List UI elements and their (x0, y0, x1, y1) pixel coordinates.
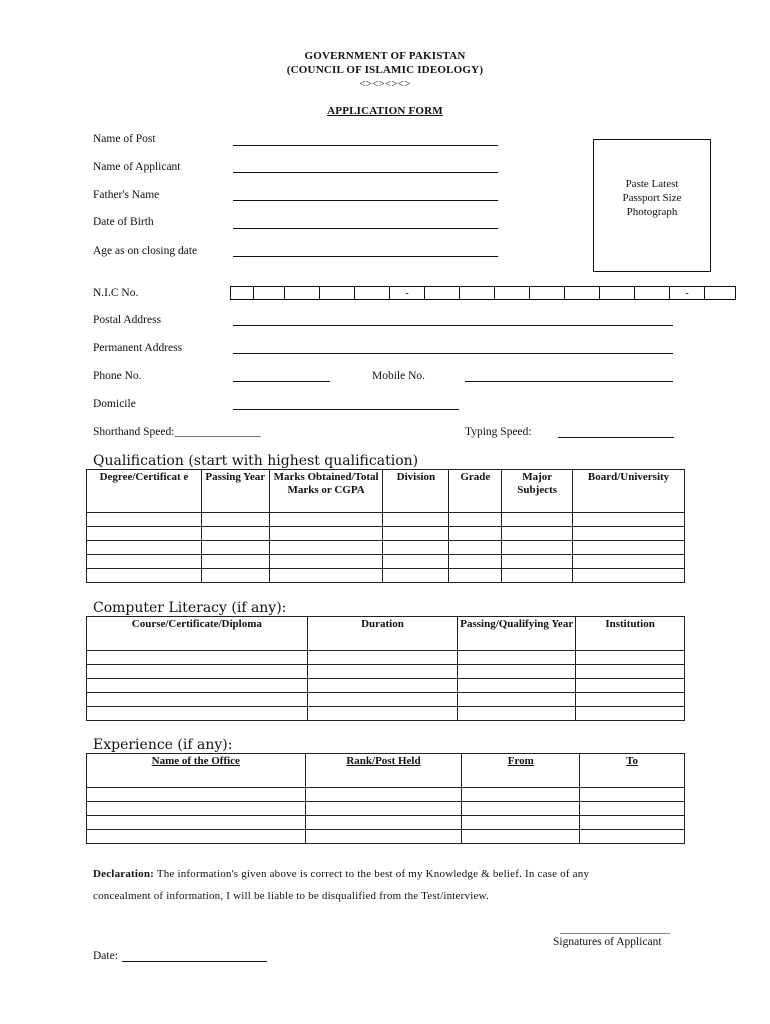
table-row[interactable] (87, 527, 685, 541)
signature-line: ____________________ (560, 923, 670, 935)
col-division: Division (383, 470, 449, 513)
signature-label: Signatures of Applicant (553, 936, 662, 948)
nic-digit-box[interactable] (355, 286, 390, 300)
photo-box (593, 139, 711, 272)
date-label: Date: (93, 950, 118, 962)
label-phone: Phone No. (93, 370, 142, 382)
nic-digit-box[interactable] (460, 286, 495, 300)
input-name-of-applicant[interactable] (233, 172, 498, 173)
table-row[interactable] (87, 651, 685, 665)
col-institution: Institution (576, 617, 685, 651)
computer-literacy-title: Computer Literacy (if any): (93, 600, 287, 616)
col-qualifying-year: Passing/Qualifying Year (458, 617, 576, 651)
input-typing-speed[interactable] (558, 437, 674, 438)
nic-digit-box[interactable] (530, 286, 565, 300)
label-name-of-applicant: Name of Applicant (93, 161, 181, 173)
declaration (93, 863, 683, 907)
qualification-title: Qualification (start with highest qualification) (93, 453, 419, 469)
label-age-closing-date: Age as on closing date (93, 245, 198, 257)
table-row[interactable] (87, 707, 685, 721)
declaration-label: Declaration: (93, 868, 155, 880)
table-row[interactable] (87, 569, 685, 583)
col-from: From (462, 754, 580, 788)
computer-header-row (87, 617, 685, 651)
computer-literacy-table (86, 616, 685, 721)
col-name-of-office: Name of the Office (87, 754, 306, 788)
label-mobile: Mobile No. (372, 370, 426, 382)
col-rank-post: Rank/Post Held (305, 754, 462, 788)
header-ornament: <><><><> (359, 78, 411, 90)
nic-digit-box[interactable] (600, 286, 635, 300)
col-passing-year: Passing Year (201, 470, 269, 513)
input-permanent-address[interactable] (233, 353, 673, 354)
form-title: APPLICATION FORM (327, 105, 443, 117)
header-council: (COUNCIL OF ISLAMIC IDEOLOGY) (286, 64, 484, 76)
nic-digit-box[interactable] (425, 286, 460, 300)
nic-digit-box[interactable] (231, 286, 254, 300)
nic-digit-box[interactable] (254, 286, 285, 300)
input-domicile[interactable] (233, 409, 459, 410)
label-typing-speed: Typing Speed: (465, 426, 532, 438)
table-row[interactable] (87, 788, 685, 802)
label-fathers-name: Father's Name (93, 189, 160, 201)
input-name-of-post[interactable] (233, 145, 498, 146)
input-mobile[interactable] (465, 381, 673, 382)
table-row[interactable] (87, 513, 685, 527)
input-date[interactable] (122, 961, 267, 962)
photo-line-3: Photograph (626, 206, 678, 218)
header-government: GOVERNMENT OF PAKISTAN (304, 50, 466, 62)
nic-dash: - (670, 286, 705, 300)
experience-title: Experience (if any): (93, 737, 233, 753)
label-date-of-birth: Date of Birth (93, 216, 154, 228)
nic-digit-box[interactable] (285, 286, 320, 300)
label-nic: N.I.C No. (93, 287, 139, 299)
qualification-header-row (87, 470, 685, 513)
label-postal-address: Postal Address (93, 314, 162, 326)
table-row[interactable] (87, 830, 685, 844)
experience-header-row (87, 754, 685, 788)
col-to: To (580, 754, 685, 788)
nic-digit-box[interactable] (320, 286, 355, 300)
label-name-of-post: Name of Post (93, 133, 156, 145)
declaration-line-1 (93, 863, 683, 885)
col-grade: Grade (449, 470, 502, 513)
label-permanent-address: Permanent Address (93, 342, 183, 354)
input-phone[interactable] (233, 381, 330, 382)
col-degree: Degree/Certificat e (87, 470, 202, 513)
table-row[interactable] (87, 816, 685, 830)
qualification-table (86, 469, 685, 583)
nic-dash: - (390, 286, 425, 300)
col-major-subjects: Major Subjects (502, 470, 573, 513)
input-postal-address[interactable] (233, 325, 673, 326)
table-row[interactable] (87, 555, 685, 569)
nic-digit-box[interactable] (635, 286, 670, 300)
declaration-text-1: The information's given above is correct to the best of my Knowledge & belief. In case of any (154, 868, 590, 880)
experience-table (86, 753, 685, 844)
input-date-of-birth[interactable] (233, 228, 498, 229)
nic-digit-box[interactable] (495, 286, 530, 300)
label-shorthand-speed: Shorthand Speed:_______________ (93, 426, 261, 438)
nic-digit-box[interactable] (705, 286, 736, 300)
table-row[interactable] (87, 665, 685, 679)
table-row[interactable] (87, 541, 685, 555)
table-row[interactable] (87, 802, 685, 816)
table-row[interactable] (87, 679, 685, 693)
photo-line-1: Paste Latest (625, 178, 679, 190)
input-age-closing-date[interactable] (233, 256, 498, 257)
nic-boxes[interactable] (230, 286, 736, 300)
declaration-text-2: concealment of information, I will be liable to be disqualified from the Test/interview. (93, 890, 489, 902)
col-course: Course/Certificate/Diploma (87, 617, 308, 651)
photo-box-text (623, 177, 682, 219)
photo-line-2: Passport Size (622, 192, 682, 204)
label-domicile: Domicile (93, 398, 136, 410)
col-duration: Duration (307, 617, 458, 651)
col-board-university: Board/University (573, 470, 685, 513)
table-row[interactable] (87, 693, 685, 707)
input-fathers-name[interactable] (233, 200, 498, 201)
col-marks: Marks Obtained/Total Marks or CGPA (269, 470, 383, 513)
nic-digit-box[interactable] (565, 286, 600, 300)
